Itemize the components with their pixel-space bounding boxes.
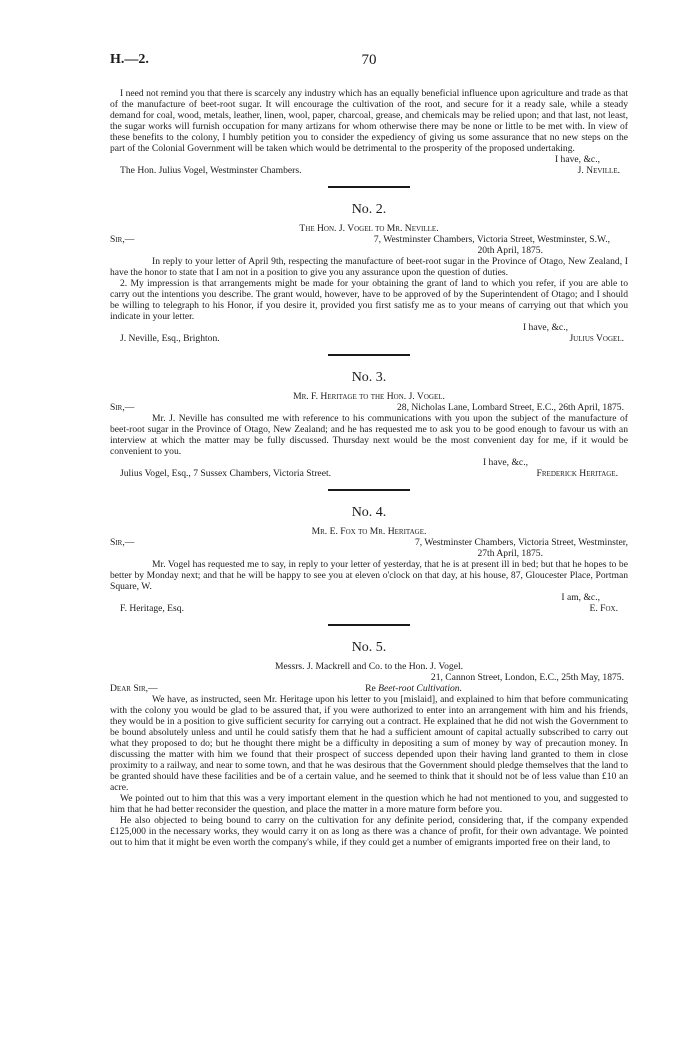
letter-number: No. 3. — [351, 370, 387, 385]
document-code: H.—2. — [110, 52, 149, 67]
letter-heading: Mr. E. Fox to Mr. Heritage. — [311, 526, 427, 537]
letter-paragraph: In reply to your letter of April 9th, respecting the manufacture of beet-root sugar in the Province of Otago, New Zealand, I have the honor to state that I am not in a position to give you any assurance upon the question of duties. — [110, 256, 628, 278]
intro-signature: J. Neville. — [577, 165, 620, 176]
letter-number: No. 4. — [351, 505, 387, 520]
intro-closing: I have, &c., — [554, 154, 600, 165]
letter-addressee: F. Heritage, Esq. — [120, 603, 184, 614]
letter-address-row — [110, 402, 628, 413]
letter-paragraph: Mr. J. Neville has consulted me with reference to his communications with you upon the subject of the manufacture of beet-root sugar in the Province of Otago, New Zealand; and he has requested me to ask you to be good enough to favour us with an interview at which the matter may be fully discussed. Thursday next would be the most convenient day for me, if it would be convenient to you. — [110, 413, 628, 457]
letter-paragraph: Mr. Vogel has requested me to say, in reply to your letter of yesterday, that he is at present ill in bed; but that he hopes to be better by Monday next; and that he will be happy to see you at eleven o'clock on that day, at his house, 87, Gloucester Place, Portman Square, W. — [110, 559, 628, 592]
letter-signature: Julius Vogel. — [569, 333, 624, 344]
letter-signoff — [110, 468, 628, 479]
letter-no-2 — [110, 201, 628, 344]
letter-date: 20th April, 1875. — [477, 245, 543, 256]
page-number: 70 — [361, 52, 377, 68]
letter-addressee: Julius Vogel, Esq., 7 Sussex Chambers, Victoria Street. — [120, 468, 332, 479]
letter-paragraph: He also objected to being bound to carry on the cultivation for any definite period, considering that, if the company expended £125,000 in the necessary works, they would carry it on as long as there was a chance of profit, for their own advantage. We pointed out to him that it might be even worth the company's while, if they could get a number of emigrants imported free on their land, to — [110, 815, 628, 848]
letter-paragraph: 2. My impression is that arrangements might be made for your obtaining the grant of land to which you refer, if you are able to carry out the intentions you describe. The grant would, however, have to be approved of by the Superintendent of Otago; and I should be willing to telegraph to his Honor, if you desire it, provided you first satisfy me as to your means of carrying out that which you indicate in your letter. — [110, 278, 628, 322]
letter-signature: E. Fox. — [589, 603, 618, 614]
address-line: 7, Westminster Chambers, Victoria Street, Westminster, S.W., — [373, 234, 610, 245]
letter-heading: Mr. F. Heritage to the Hon. J. Vogel. — [293, 391, 445, 402]
letter-number: No. 5. — [351, 640, 387, 655]
letter-addressee: J. Neville, Esq., Brighton. — [120, 333, 220, 344]
letter-no-4 — [110, 504, 628, 614]
letter-number: No. 2. — [351, 202, 387, 217]
letter-closing: I am, &c., — [561, 592, 600, 603]
re-prefix: Re — [365, 683, 376, 694]
intro-signoff — [110, 165, 628, 176]
salutation: Sir,— — [110, 402, 135, 413]
address-line: 21, Cannon Street, London, E.C., 25th May, 1875. — [430, 672, 624, 683]
salutation: Sir,— — [110, 234, 135, 245]
letter-signature: Frederick Heritage. — [536, 468, 618, 479]
letter-closing: I have, &c., — [482, 457, 528, 468]
letter-signoff — [110, 603, 628, 614]
letter-heading: The Hon. J. Vogel to Mr. Neville. — [299, 223, 439, 234]
letter-signoff — [110, 333, 628, 344]
letter-no-5 — [110, 639, 628, 848]
page-header — [110, 52, 628, 74]
intro-paragraph: I need not remind you that there is scarcely any industry which has an equally beneficial influence upon agriculture and trade as that of the manufacture of beet-root sugar. It will encourage the cultivation of the root, and secure for it a ready sale, while a steady demand for coal, wood, metals, leather, linen, wool, paper, charcoal, grease, and chemicals may be relied upon; and that last, not least, the sugar works will furnish occupation for many artizans for whom otherwise there may be none or little to be met with. In view of these benefits to the colony, I humbly petition you to consider the expediency of giving us some assurance that no new steps on the part of the Colonial Government will be taken which would be detrimental to the prosperity of the proposed undertaking. — [110, 88, 628, 154]
letter-address-row — [110, 537, 628, 548]
address-line: 28, Nicholas Lane, Lombard Street, E.C., 26th April, 1875. — [396, 402, 624, 413]
address-line: 7, Westminster Chambers, Victoria Street, Westminster, — [414, 537, 628, 548]
letter-paragraph: We have, as instructed, seen Mr. Heritage upon his letter to you [mislaid], and explained to him that before communicating with the colony you would be glad to be assured that, if you were authorized to enter into an arrangement with him and his friends, they would be in a position to give sufficient security for carrying out a contract. He explained that he did not wish the Government to be bound absolutely unless and until he could satisfy them that he had a sufficient amount of capital actually subscribed to carry out what they proposed to do; but he thought there might be a difficulty in depositing a sum of money by way of precaution money. In discussing the matter with him we found that their prospect of success depended upon their having land granted to them in close proximity to a railway, and near to some town, and that he was desirous that the Government should pledge themselves that the land to be granted should have these facilities and be of a certain value, and he seemed to think that it should not be of less value than £10 an acre. — [110, 694, 628, 793]
letter-paragraph: We pointed out to him that this was a very important element in the question which he had not mentioned to you, and suggested to him that he had better reconsider the question, and place the matter in a more mature form before you. — [110, 793, 628, 815]
letter-heading: Messrs. J. Mackrell and Co. to the Hon. J. Vogel. — [274, 661, 464, 672]
section-divider — [328, 489, 410, 491]
section-divider — [328, 624, 410, 626]
letter-closing: I have, &c., — [522, 322, 568, 333]
section-divider — [328, 186, 410, 188]
page-content — [110, 88, 628, 848]
intro-addressee: The Hon. Julius Vogel, Westminster Chambers. — [120, 165, 302, 176]
letter-date: 27th April, 1875. — [477, 548, 543, 559]
re-subject: Beet-root Cultivation. — [378, 683, 462, 694]
letter-no-3 — [110, 369, 628, 479]
section-divider — [328, 354, 410, 356]
letter-re-row — [110, 683, 628, 694]
salutation: Sir,— — [110, 537, 135, 548]
re-line — [365, 683, 628, 694]
letter-address-row — [110, 234, 628, 245]
salutation: Dear Sir,— — [110, 683, 158, 694]
